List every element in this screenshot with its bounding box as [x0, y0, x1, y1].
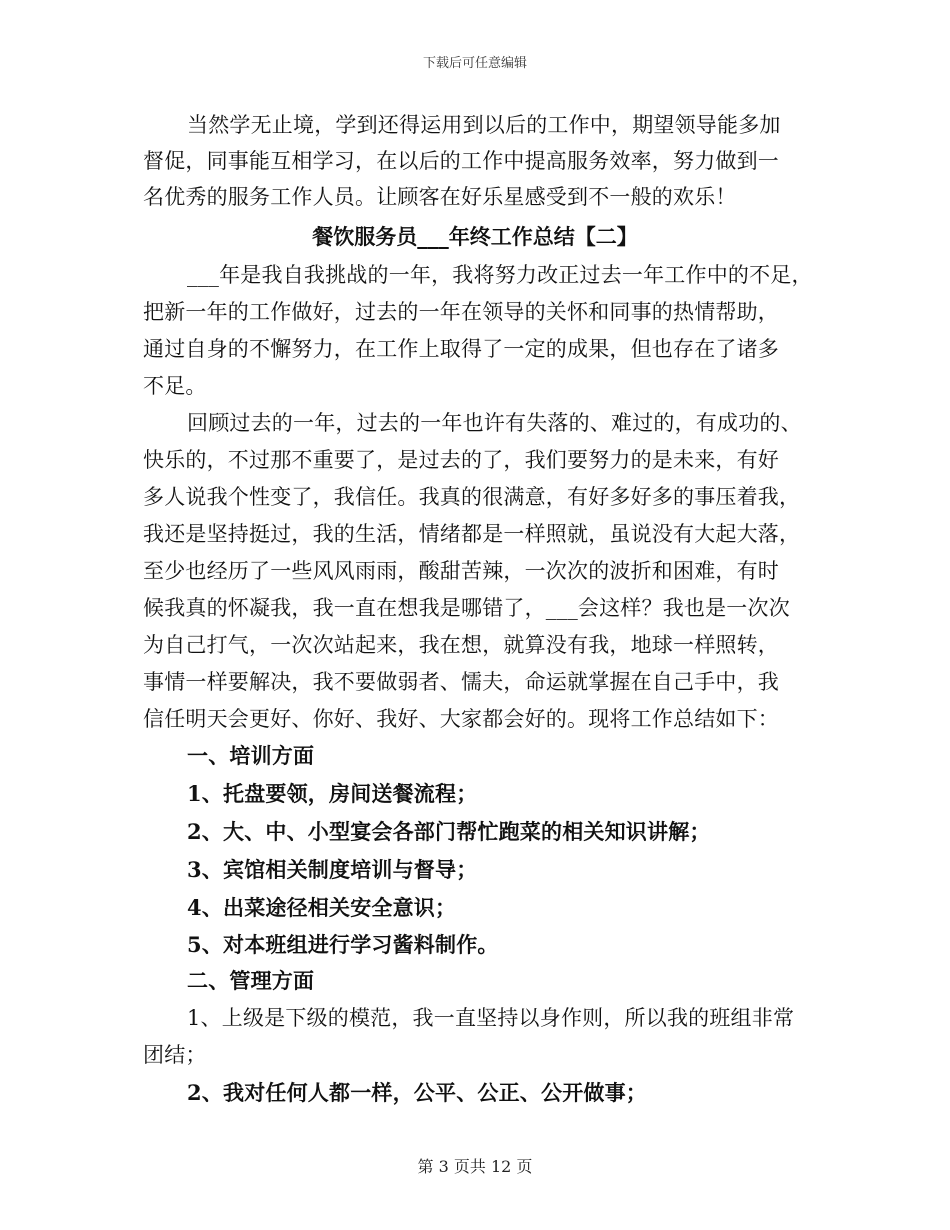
- list-item: 4、出菜途径相关安全意识；: [187, 895, 457, 920]
- text-line: 候我真的怀凝我，我一直在想我是哪错了，___会这样？我也是一次次: [143, 596, 790, 620]
- text-line: 快乐的，不过那不重要了，是过去的了，我们要努力的是未来，有好: [143, 448, 779, 472]
- text-line: 团结；: [143, 1043, 207, 1067]
- page-number: 第 3 页共 12 页: [417, 1157, 533, 1176]
- list-item: 3、宾馆相关制度培训与督导；: [187, 857, 478, 882]
- text-line: 当然学无止境，学到还得运用到以后的工作中，期望领导能多加: [187, 113, 781, 137]
- document-title: 餐饮服务员___年终工作总结【二】: [312, 224, 638, 249]
- text-line: 名优秀的服务工作人员。让顾客在好乐星感受到不一般的欢乐！: [143, 185, 737, 209]
- text-line: 通过自身的不懈努力，在工作上取得了一定的成果，但也存在了诸多: [143, 337, 779, 361]
- text-line: 事情一样要解决，我不要做弱者、懦夫，命运就掌握在自己手中，我: [143, 670, 779, 694]
- section-heading-management: 二、管理方面: [187, 968, 315, 993]
- page-header-note: 下载后可任意编辑: [422, 56, 527, 71]
- text-line: 多人说我个性变了，我信任。我真的很满意，有好多好多的事压着我，: [143, 485, 801, 509]
- text-line: 1、上级是下级的模范，我一直坚持以身作则，所以我的班组非常: [187, 1006, 795, 1030]
- list-item: 1、托盘要领，房间送餐流程；: [187, 781, 478, 806]
- text-line: 回顾过去的一年，过去的一年也许有失落的、难过的，有成功的、: [187, 411, 802, 435]
- list-item: 2、我对任何人都一样，公平、公正、公开做事；: [187, 1080, 648, 1105]
- section-heading-training: 一、培训方面: [187, 743, 315, 768]
- text-line: 我还是坚持挺过，我的生活，情绪都是一样照就，虽说没有大起大落，: [143, 522, 801, 546]
- text-line: 为自己打气，一次次站起来，我在想，就算没有我，地球一样照转，: [143, 633, 779, 657]
- text-line: 不足。: [143, 374, 207, 398]
- text-line: 至少也经历了一些风风雨雨，酸甜苦辣，一次次的波折和困难，有时: [143, 559, 779, 583]
- list-item: 2、大、中、小型宴会各部门帮忙跑菜的相关知识讲解；: [187, 819, 711, 844]
- text-line: 督促，同事能互相学习，在以后的工作中提高服务效率，努力做到一: [143, 149, 779, 173]
- text-line: ___年是我自我挑战的一年，我将努力改正过去一年工作中的不足，: [187, 263, 813, 287]
- list-item: 5、对本班组进行学习酱料制作。: [187, 932, 499, 957]
- text-line: 信任明天会更好、你好、我好、大家都会好的。现将工作总结如下：: [143, 707, 779, 731]
- text-line: 把新一年的工作做好，过去的一年在领导的关怀和同事的热情帮助，: [143, 300, 779, 324]
